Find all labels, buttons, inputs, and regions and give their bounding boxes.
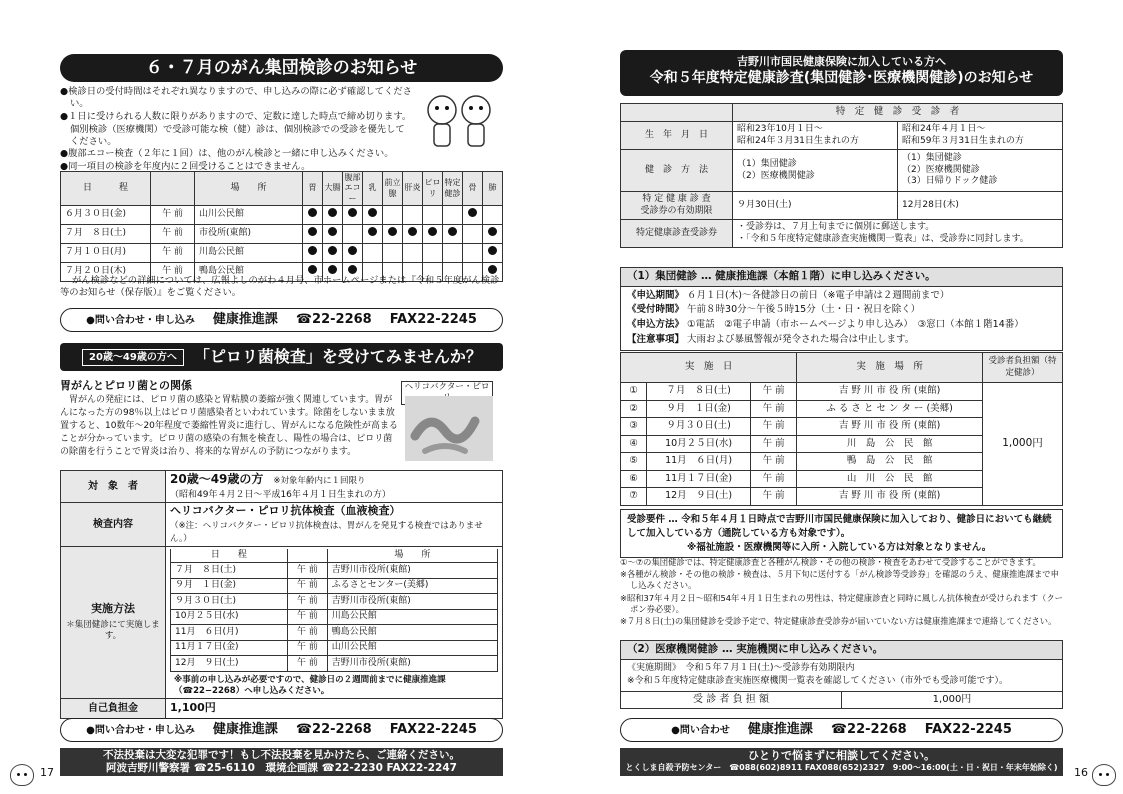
- filled-dot-icon: [408, 227, 417, 236]
- filled-dot-icon: [448, 227, 457, 236]
- tokutei-title-2: 令和５年度特定健康診査(集団健診･医療機関健診)のお知らせ: [649, 70, 1034, 87]
- schedule-place: 川島公民館: [195, 244, 303, 263]
- target-value: 20歳〜49歳の方: [170, 472, 264, 486]
- schedule-time: 午 前: [151, 263, 195, 282]
- filled-dot-icon: [328, 246, 337, 255]
- schedule-mark: [443, 244, 463, 263]
- method-label: 実施方法: [91, 602, 135, 616]
- pylori-subtitle: 胃がんとピロリ菌との関係: [60, 379, 192, 392]
- method-cell: 午 前: [287, 640, 327, 656]
- schedule-mark: [323, 244, 343, 263]
- schedule-mark: [403, 244, 423, 263]
- shudan-cell: ④: [621, 435, 647, 453]
- shudan-cell: ③: [621, 418, 647, 436]
- line-label: 《申込期間》: [627, 289, 685, 301]
- rcontact-fax: FAX22-2245: [924, 721, 1012, 737]
- method-footnote: ※事前の申し込みが必要ですので、健診日の２週間前までに健康推進課（☎22−2268）へ申し込みください。: [174, 674, 446, 696]
- fee-label: 自己負担金: [61, 698, 166, 718]
- schedule-time: 午 前: [151, 206, 195, 225]
- schedule-mark: [383, 225, 403, 244]
- requirement-text: 受診要件 … 令和５年４月１日時点で吉野川市国民健康保険に加入しており、健診日においても継続して加入している方（通院している方も対象です）。: [627, 514, 1052, 539]
- schedule-mark: [383, 206, 403, 225]
- contact-box-right: [620, 718, 1063, 742]
- method-cell: 11月 ６日(月): [171, 625, 288, 641]
- shudan-row: [621, 383, 1063, 401]
- line-label: 《申込方法》: [627, 319, 685, 331]
- tokutei-label: 生 年 月 日: [621, 122, 733, 150]
- right-page: [562, 0, 1123, 794]
- schedule-row: [61, 244, 503, 263]
- pylori-bacteria-icon: [405, 396, 493, 461]
- schedule-col-9: ピロリ: [423, 172, 443, 206]
- method-cell: 午 前: [287, 609, 327, 625]
- mhead-col-1: [287, 549, 327, 563]
- rcontact-dept: 健康推進課: [747, 721, 813, 737]
- filled-dot-icon: [488, 265, 497, 274]
- schedule-mark: [303, 225, 323, 244]
- tokutei-row: [621, 150, 1063, 192]
- shudan-cell: ９月 １日(金): [647, 400, 751, 418]
- pylori-title: 「ピロリ菌検査」を受けてみませんか？: [193, 346, 482, 366]
- filled-dot-icon: [328, 265, 337, 274]
- schedule-mark: [423, 225, 443, 244]
- method-row: [171, 609, 498, 625]
- shudan-cell: ②: [621, 400, 647, 418]
- shudan-cell: 午 前: [751, 418, 797, 436]
- page-number-left: 17: [40, 765, 54, 779]
- filled-dot-icon: [368, 208, 377, 217]
- section-1-line: [627, 289, 1056, 304]
- shudan-cell: 午 前: [751, 488, 797, 506]
- schedule-mark: [343, 225, 363, 244]
- tokutei-label: 特定健康診査受診券: [621, 220, 733, 248]
- schedule-col-2: 場 所: [195, 172, 303, 206]
- section-1-title: （1）集団健診 … 健康推進課（本館１階）に申し込みください。: [621, 268, 1062, 287]
- schedule-time: 午 前: [151, 225, 195, 244]
- shudan-cell: 吉 野 川 市 役 所 (東館): [797, 418, 983, 436]
- schedule-col-6: 乳: [363, 172, 383, 206]
- rcontact-tel: ☎22-2268: [830, 721, 907, 737]
- filled-dot-icon: [488, 227, 497, 236]
- tokutei-row: [621, 220, 1063, 248]
- schedule-col-8: 肝炎: [403, 172, 423, 206]
- section-2-title: （2）医療機関健診 … 実施機関に申し込みください。: [621, 641, 1062, 660]
- shudan-cell: 鴨 島 公 民 館: [797, 453, 983, 471]
- schedule-date: ６月３０日(金): [61, 206, 151, 225]
- pylori-table: [60, 470, 503, 719]
- schedule-mark: [383, 244, 403, 263]
- schedule-mark: [463, 225, 483, 244]
- line-label: 【注意事項】: [627, 333, 685, 345]
- mascot-left-icon: [10, 764, 34, 786]
- contact2-dept: 健康推進課: [212, 721, 278, 737]
- schedule-mark: [303, 206, 323, 225]
- note-item: ※７月８日(土)の集団健診を受診予定で、特定健康診査受診券が届いていない方は健康推進課まで連絡してください。: [620, 615, 1057, 626]
- schedule-place: 鴨島公民館: [195, 263, 303, 282]
- line-text: ６月１日(木)〜各健診日の前日（※電子申請は２週間前まで）: [687, 289, 950, 301]
- section-1: [620, 267, 1063, 351]
- test-note: （※注：ヘリコバクター・ピロリ抗体検査は、胃がんを発見する検査ではありません。）: [170, 520, 483, 544]
- method-cell: ふるさとセンター(美郷): [327, 578, 497, 594]
- line-text: ①電話 ②電子申請（市ホームページより申し込み） ③窓口（本館１階14番）: [687, 319, 1024, 331]
- schedule-col-7: 前立腺: [383, 172, 403, 206]
- filled-dot-icon: [468, 208, 477, 217]
- page-number-right: 16: [1074, 765, 1088, 779]
- filled-dot-icon: [428, 227, 437, 236]
- tokutei-b: 12月28日(木): [897, 192, 1062, 220]
- filled-dot-icon: [328, 227, 337, 236]
- left-page: [0, 0, 561, 794]
- gan-schedule-table: [60, 171, 503, 282]
- shudan-cell: 山 川 公 民 館: [797, 470, 983, 488]
- method-row: [171, 578, 498, 594]
- section-1-lines: [621, 287, 1062, 350]
- method-schedule-header: [171, 549, 498, 563]
- filled-dot-icon: [328, 208, 337, 217]
- tokutei-row: [621, 122, 1063, 150]
- filled-dot-icon: [348, 265, 357, 274]
- method-cell: 川島公民館: [327, 609, 497, 625]
- shudan-cell: 午 前: [751, 453, 797, 471]
- tokutei-label: 特 定 健 康 診 査 受診券の有効期限: [621, 192, 733, 220]
- contact-box-1: [60, 308, 503, 332]
- line-label: 《受付時間》: [627, 304, 685, 316]
- shudan-cell: ⑦: [621, 488, 647, 506]
- shudan-cell: 11月１７日(金): [647, 470, 751, 488]
- footer-line-1: 不法投棄は大変な犯罪です！もし不法投棄を見かけたら、ご連絡ください。: [103, 749, 460, 761]
- tokutei-a: （1）集団健診 （2）医療機関健診: [733, 150, 898, 192]
- filled-dot-icon: [308, 208, 317, 217]
- c-head-date: 実 施 日: [621, 353, 797, 383]
- c-head-fee: 受診者負担額（特定健診）: [983, 353, 1063, 383]
- tokutei-a: 昭和23年10月１日〜 昭和24年３月31日生まれの方: [733, 122, 898, 150]
- tokutei-a: ９月30日(土): [733, 192, 898, 220]
- schedule-mark: [403, 206, 423, 225]
- s2-fee: 1,000円: [842, 691, 1063, 708]
- test-value: ヘリコバクター・ピロリ抗体検査（血液検査）: [170, 504, 401, 518]
- notes: [620, 557, 1063, 628]
- fee-value: 1,100円: [166, 698, 503, 718]
- method-cell: 午 前: [287, 578, 327, 594]
- schedule-date: ７月２０日(木): [61, 263, 151, 282]
- schedule-col-10: 特定健診: [443, 172, 463, 206]
- method-cell: ９月３０日(土): [171, 594, 288, 610]
- shudan-cell: ふ る さ と セ ン タ ー (美郷): [797, 400, 983, 418]
- schedule-mark: [403, 225, 423, 244]
- schedule-time: 午 前: [151, 244, 195, 263]
- tokutei-b: （1）集団健診 （2）医療機関健診 （3）日帰りドック健診: [897, 150, 1062, 192]
- method-cell: 10月２５日(水): [171, 609, 288, 625]
- contact-dept: 健康推進課: [212, 311, 278, 327]
- method-cell: 吉野川市役所(東館): [327, 656, 497, 672]
- schedule-mark: [483, 225, 503, 244]
- note-item: ①〜⑦の集団健診では、特定健康診査と各種がん検診・その他の検診・検査をあわせて受診することができます。: [620, 557, 1041, 567]
- filled-dot-icon: [348, 208, 357, 217]
- tokutei-row: [621, 192, 1063, 220]
- section-1-line: [627, 333, 1056, 348]
- filled-dot-icon: [348, 246, 357, 255]
- schedule-date: ７月１０日(月): [61, 244, 151, 263]
- shudan-cell: 吉 野 川 市 役 所 (東館): [797, 488, 983, 506]
- section-2-line-2: ※令和５年度特定健康診査実施医療機関一覧表を確認してください（市外でも受診可能です）。: [627, 676, 1009, 687]
- rfooter-line-1: ひとりで悩まずに相談してください。: [748, 749, 935, 762]
- method-schedule-body: [171, 563, 498, 672]
- shudan-cell: ９月３０日(土): [647, 418, 751, 436]
- note-item: ※昭和37年４月２日〜昭和54年４月１日生まれの男性は、特定健康診査と同時に風しん抗体検査が受けられます（クーポン券必要）。: [620, 592, 1063, 614]
- schedule-col-12: 肺: [483, 172, 503, 206]
- filled-dot-icon: [308, 265, 317, 274]
- shudan-cell: 川 島 公 民 館: [797, 435, 983, 453]
- rcontact-label: ●問い合わせ: [671, 724, 730, 736]
- contact-tel: ☎22-2268: [295, 311, 372, 327]
- schedule-mark: [363, 206, 383, 225]
- footer-line-2: 阿波吉野川警察署 ☎25-6110 環境企画課 ☎22-2230 FAX22-2247: [106, 762, 457, 775]
- section-2: [620, 640, 1063, 709]
- mhead-col-2: 場 所: [327, 549, 497, 563]
- section-1-line: [627, 318, 1056, 333]
- tokutei-title-1: 吉野川市国民健康保険に加入している方へ: [737, 55, 946, 68]
- contact-fax: FAX22-2245: [389, 311, 477, 327]
- schedule-place: 市役所(東館): [195, 225, 303, 244]
- schedule-mark: [443, 225, 463, 244]
- mhead-col-0: 日 程: [171, 549, 288, 563]
- schedule-mark: [323, 206, 343, 225]
- bullet-4: ください。: [70, 136, 117, 148]
- shudan-fee: 1,000円: [983, 383, 1063, 506]
- schedule-col-4: 大腸: [323, 172, 343, 206]
- rfooter-line-2: とくしま自殺予防センター ☎088(602)8911 FAX088(652)2327 9:00〜16:00(土・日・祝日・年末年始除く): [625, 762, 1058, 772]
- schedule-body: [61, 206, 503, 282]
- tokutei-a: ・受診券は、７月上旬までに個別に郵送します。 ・「令和５年度特定健康診査実施機関一覧表」は、受診券に同封します。: [733, 220, 1063, 248]
- target-note: ※対象年齢内に１回限り: [273, 476, 366, 486]
- c-head-place: 実 施 場 所: [797, 353, 983, 383]
- schedule-mark: [343, 206, 363, 225]
- method-row: [171, 640, 498, 656]
- schedule-col-1: [151, 172, 195, 206]
- shudan-cell: 午 前: [751, 470, 797, 488]
- tokutei-table: [620, 103, 1063, 248]
- pylori-image-caption: ヘリコバクター・ピロ: [401, 381, 493, 405]
- contact2-tel: ☎22-2268: [295, 721, 372, 737]
- shudan-cell: ７月 ８日(土): [647, 383, 751, 401]
- method-cell: 11月１７日(金): [171, 640, 288, 656]
- schedule-mark: [423, 206, 443, 225]
- tokutei-b: 昭和24年４月１日〜 昭和59年３月31日生まれの方: [897, 122, 1062, 150]
- schedule-col-3: 胃: [303, 172, 323, 206]
- gan-note: がん検診などの詳細については、広報よしのがわ４月号、市ホームページまたは『令和５年度がん検診等のお知らせ（保存版）』をご覧ください。: [60, 275, 500, 299]
- shudan-cell: ①: [621, 383, 647, 401]
- mascot-pair-icon: [420, 88, 500, 168]
- shudan-cell: 10月２５日(水): [647, 435, 751, 453]
- section-2-line-1: 《実施期間》 令和５年７月１日(土)〜受診券有効期限内: [627, 662, 855, 673]
- method-cell: 12月 ９日(土): [171, 656, 288, 672]
- target-label: 対 象 者: [61, 471, 166, 503]
- method-row: [171, 594, 498, 610]
- s2-fee-label: 受 診 者 負 担 額: [621, 691, 842, 708]
- bullet-2: ●１日に受けられる人数に限りがありますので、定数に達した時点で締め切ります。: [60, 111, 412, 123]
- filled-dot-icon: [488, 246, 497, 255]
- shudan-cell: 午 前: [751, 435, 797, 453]
- shudan-cell: 午 前: [751, 383, 797, 401]
- footer-notice-left: [60, 748, 503, 776]
- bullet-3: 個別検診（医療機関）で受診可能な検（健）診は、個別検診での受診を優先して: [70, 124, 405, 136]
- schedule-mark: [463, 206, 483, 225]
- method-cell: 午 前: [287, 656, 327, 672]
- schedule-date: ７月 ８日(土): [61, 225, 151, 244]
- test-label: 検査内容: [61, 503, 166, 546]
- line-text: 午前８時30分〜午後５時15分（土・日・祝日を除く）: [687, 304, 921, 316]
- contact2-label: ●問い合わせ・申し込み: [86, 724, 195, 736]
- bullet-1: ●検診日の受付時間はそれぞれ異なりますので、申し込みの際に必ず確認してください。: [60, 86, 412, 110]
- method-row: [171, 625, 498, 641]
- schedule-mark: [363, 244, 383, 263]
- method-cell: 午 前: [287, 563, 327, 579]
- contact-box-2: [60, 718, 503, 742]
- method-cell: 午 前: [287, 625, 327, 641]
- contact-label: ●問い合わせ・申し込み: [86, 314, 195, 326]
- schedule-mark: [323, 225, 343, 244]
- gan-bullets: [60, 86, 420, 175]
- bullet-6: ●同一項目の検診を年度内に２回受けることはできません。: [60, 161, 311, 173]
- schedule-mark: [463, 244, 483, 263]
- gan-title: ６・７月のがん集団検診のお知らせ: [60, 54, 503, 82]
- schedule-mark: [423, 244, 443, 263]
- shudan-body: [621, 383, 1063, 506]
- schedule-mark: [303, 244, 323, 263]
- method-cell: 鴨島公民館: [327, 625, 497, 641]
- shudan-cell: 12月 ９日(土): [647, 488, 751, 506]
- tokutei-title: [620, 50, 1063, 96]
- schedule-header: [61, 172, 503, 206]
- target-sub: （昭和49年４月２日〜平成16年４月１日生まれの方）: [170, 489, 391, 500]
- tokutei-label: 健 診 方 法: [621, 150, 733, 192]
- shudan-table: [620, 352, 1063, 506]
- shudan-cell: ⑥: [621, 470, 647, 488]
- method-note: ＊集団健診にて実施します。: [66, 620, 160, 642]
- filled-dot-icon: [368, 227, 377, 236]
- requirements-box: [620, 509, 1063, 558]
- pylori-tag: 20歳〜49歳の方へ: [82, 349, 184, 366]
- schedule-mark: [343, 244, 363, 263]
- schedule-mark: [363, 225, 383, 244]
- schedule-col-5: 腹部エコー: [343, 172, 363, 206]
- method-row: [171, 656, 498, 672]
- shudan-cell: 午 前: [751, 400, 797, 418]
- schedule-mark: [443, 206, 463, 225]
- tokutei-body: [621, 122, 1063, 248]
- mascot-right-icon: [1092, 764, 1116, 786]
- tokutei-head: 特 定 健 診 受 診 者: [733, 104, 1063, 122]
- pylori-text: 胃がんの発症には、ピロリ菌の感染と胃粘膜の萎縮が強く関連しています。胃がんになった方の98％以上はピロリ菌感染者といわれています。除菌をしないまま放置すると、10数年〜20年程度で萎縮性胃炎に進行し、胃がんになる危険性が高まることが分かっています。ピロリ菌の感染の有無を検査し、陽性の場合は、ピロリ菌の除菌を行うことで胃炎は治り、将来的な胃がんの予防につながります。: [60, 395, 398, 458]
- requirement-note: ※福祉施設・医療機関等に入所・入院している方は対象となりません。: [687, 541, 992, 553]
- filled-dot-icon: [388, 227, 397, 236]
- schedule-mark: [483, 206, 503, 225]
- filled-dot-icon: [308, 246, 317, 255]
- bullet-5: ●腹部エコー検査（２年に１回）は、他のがん検診と一緒に申し込みください。: [60, 148, 394, 160]
- shudan-cell: 11月 ６日(月): [647, 453, 751, 471]
- filled-dot-icon: [308, 227, 317, 236]
- schedule-row: [61, 206, 503, 225]
- schedule-col-11: 骨: [463, 172, 483, 206]
- section-2-lines: [621, 660, 1062, 691]
- contact2-fax: FAX22-2245: [389, 721, 477, 737]
- section-1-line: [627, 303, 1056, 318]
- pylori-banner: [60, 343, 503, 371]
- note-item: ※各種がん検診・その他の検診・検査は、５月下旬に送付する「がん検診等受診券」を確認のうえ、健康推進課まで申し込みください。: [620, 569, 1059, 591]
- method-cell: 山川公民館: [327, 640, 497, 656]
- method-cell: 吉野川市役所(東館): [327, 563, 497, 579]
- method-cell: ７月 ８日(土): [171, 563, 288, 579]
- line-text: 大雨および暴風警報が発令された場合は中止します。: [687, 333, 915, 345]
- footer-notice-right: [620, 748, 1063, 776]
- method-cell: ９月 １日(金): [171, 578, 288, 594]
- method-cell: 午 前: [287, 594, 327, 610]
- shudan-cell: 吉 野 川 市 役 所 (東館): [797, 383, 983, 401]
- method-cell: 吉野川市役所(東館): [327, 594, 497, 610]
- schedule-place: 山川公民館: [195, 206, 303, 225]
- schedule-mark: [483, 244, 503, 263]
- schedule-row: [61, 225, 503, 244]
- schedule-col-0: 日 程: [61, 172, 151, 206]
- shudan-cell: ⑤: [621, 453, 647, 471]
- method-row: [171, 563, 498, 579]
